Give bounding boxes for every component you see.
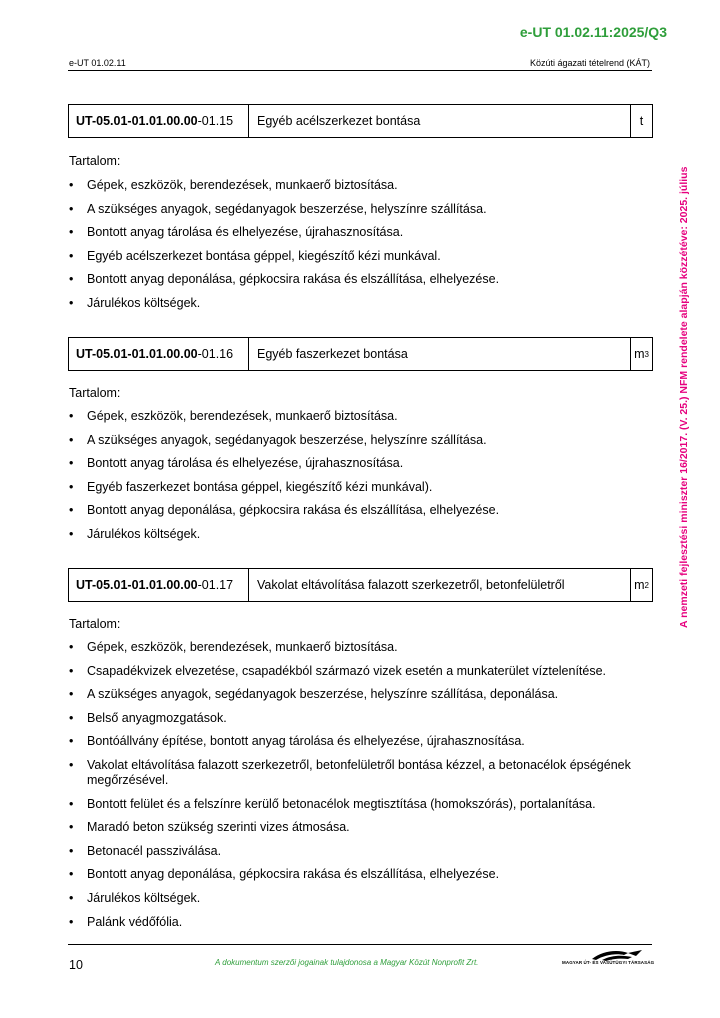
item-unit: m 3 [630, 338, 652, 370]
item-title: Vakolat eltávolítása falazott szerkezetről, betonfelületről [257, 578, 565, 592]
item-code-suffix: -01.17 [197, 578, 234, 592]
company-logo-icon [562, 947, 656, 969]
list-item: • Járulékos költségek. [69, 527, 649, 542]
list-item: • Járulékos költségek. [69, 296, 649, 311]
list-item: • Járulékos költségek. [69, 891, 649, 906]
list-item: • Vakolat eltávolítása falazott szerkezetről, betonfelületről bontása kézzel, a betonacélok épségének megőrzésével. [69, 758, 649, 788]
item-unit: t [630, 105, 652, 137]
list-item: • Gépek, eszközök, berendezések, munkaerő biztosítása. [69, 409, 649, 424]
item-header-table [68, 104, 653, 138]
list-item: • Belső anyagmozgatások. [69, 711, 649, 726]
item-code-suffix: -01.16 [197, 347, 234, 361]
list-item: • Palánk védőfólia. [69, 915, 649, 930]
list-item: • Bontott felület és a felszínre kerülő betonacélok megtisztítása (homokszórás), portalanítása. [69, 797, 649, 812]
contents-label: Tartalom: [69, 154, 121, 168]
item-title: Egyéb acélszerkezet bontása [257, 114, 421, 128]
contents-label: Tartalom: [69, 386, 121, 400]
list-item: • Bontott anyag tárolása és elhelyezése, újrahasznosítása. [69, 225, 649, 240]
list-item: • Bontott anyag deponálása, gépkocsira rakása és elszállítása, elhelyezése. [69, 272, 649, 287]
header-divider [68, 70, 652, 71]
contents-label: Tartalom: [69, 617, 121, 631]
header-right-title: Közúti ágazati tételrend (KÁT) [529, 58, 650, 68]
list-item: • Egyéb acélszerkezet bontása géppel, kiegészítő kézi munkával. [69, 249, 649, 264]
item-code-main: UT-05.01-01.01.00.00 [76, 114, 198, 128]
document-code: e-UT 01.02.11:2025/Q3 [519, 24, 667, 40]
item-unit: m 2 [630, 569, 652, 601]
item-code [69, 569, 249, 601]
header-left-code: e-UT 01.02.11 [69, 58, 126, 68]
list-item: • Betonacél passziválása. [69, 844, 649, 859]
list-item: • A szükséges anyagok, segédanyagok beszerzése, helyszínre szállítása. [69, 202, 649, 217]
item-title: Egyéb faszerkezet bontása [257, 347, 408, 361]
item-code-main: UT-05.01-01.01.00.00 [76, 347, 198, 361]
contents-list [69, 409, 649, 551]
item-code-suffix: -01.15 [197, 114, 234, 128]
contents-list [69, 178, 649, 320]
list-item: • A szükséges anyagok, segédanyagok beszerzése, helyszínre szállítása, deponálása. [69, 687, 649, 702]
list-item: • Csapadékvizek elvezetése, csapadékból származó vizek esetén a munkaterület víztelenítése. [69, 664, 649, 679]
list-item: • Gépek, eszközök, berendezések, munkaerő biztosítása. [69, 640, 649, 655]
side-publication-note: A nemzeti fejlesztési miniszter 16/2017. (V. 25.) NFM rendelete alapján közzétéve: 2025. július [678, 166, 690, 628]
item-header-table [68, 337, 653, 371]
item-header-table [68, 568, 653, 602]
item-code [69, 105, 249, 137]
item-code [69, 338, 249, 370]
contents-list [69, 640, 649, 938]
footer-divider [68, 944, 652, 945]
page-number: 10 [69, 958, 83, 972]
list-item: • Bontott anyag tárolása és elhelyezése, újrahasznosítása. [69, 456, 649, 471]
list-item: • Gépek, eszközök, berendezések, munkaerő biztosítása. [69, 178, 649, 193]
list-item: • Egyéb faszerkezet bontása géppel, kiegészítő kézi munkával). [69, 480, 649, 495]
list-item: • A szükséges anyagok, segédanyagok beszerzése, helyszínre szállítása. [69, 433, 649, 448]
company-logo-text: MAGYAR ÚT- ÉS VASÚTÜGYI TÁRSASÁG [562, 960, 655, 965]
list-item: • Bontott anyag deponálása, gépkocsira rakása és elszállítása, elhelyezése. [69, 503, 649, 518]
list-item: • Bontóállvány építése, bontott anyag tárolása és elhelyezése, újrahasznosítása. [69, 734, 649, 749]
list-item: • Bontott anyag deponálása, gépkocsira rakása és elszállítása, elhelyezése. [69, 867, 649, 882]
item-code-main: UT-05.01-01.01.00.00 [76, 578, 198, 592]
copyright-notice: A dokumentum szerzői jogainak tulajdonosa a Magyar Közút Nonprofit Zrt. [215, 958, 479, 967]
list-item: • Maradó beton szükség szerinti vizes átmosása. [69, 820, 649, 835]
